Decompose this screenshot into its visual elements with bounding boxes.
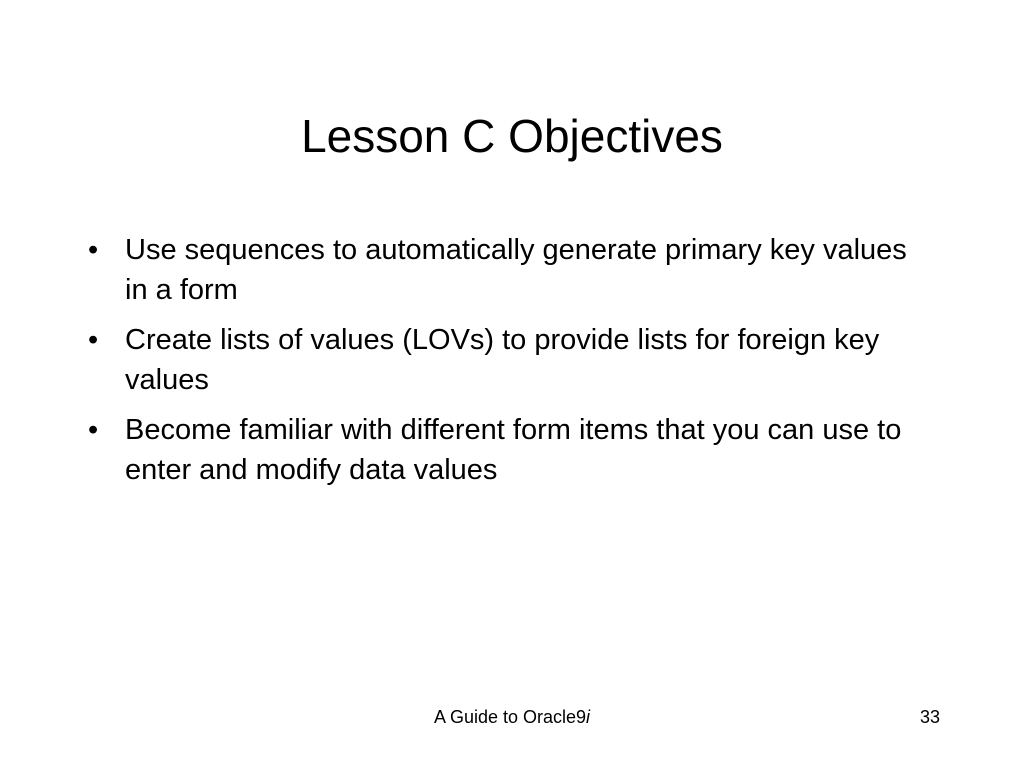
bullet-icon: • (88, 324, 99, 356)
bullet-icon: • (88, 234, 99, 266)
footer-title-italic: i (586, 707, 591, 727)
slide-title: Lesson C Objectives (301, 110, 723, 162)
page-number: 33 (919, 707, 940, 727)
bullet-item (88, 230, 908, 310)
objectives-list (88, 230, 908, 500)
bullet-item (88, 410, 908, 490)
bullet-icon: • (88, 414, 99, 446)
bullet-text: Create lists of values (LOVs) to provide lists for foreign key values (125, 324, 880, 396)
bullet-text: Become familiar with different form items that you can use to enter and modify data values (125, 414, 902, 486)
footer-title (0, 705, 1024, 729)
bullet-item (88, 320, 908, 400)
footer-title-main: A Guide to Oracle9 (433, 707, 587, 727)
bullet-text: Use sequences to automatically generate primary key values in a form (125, 234, 907, 306)
